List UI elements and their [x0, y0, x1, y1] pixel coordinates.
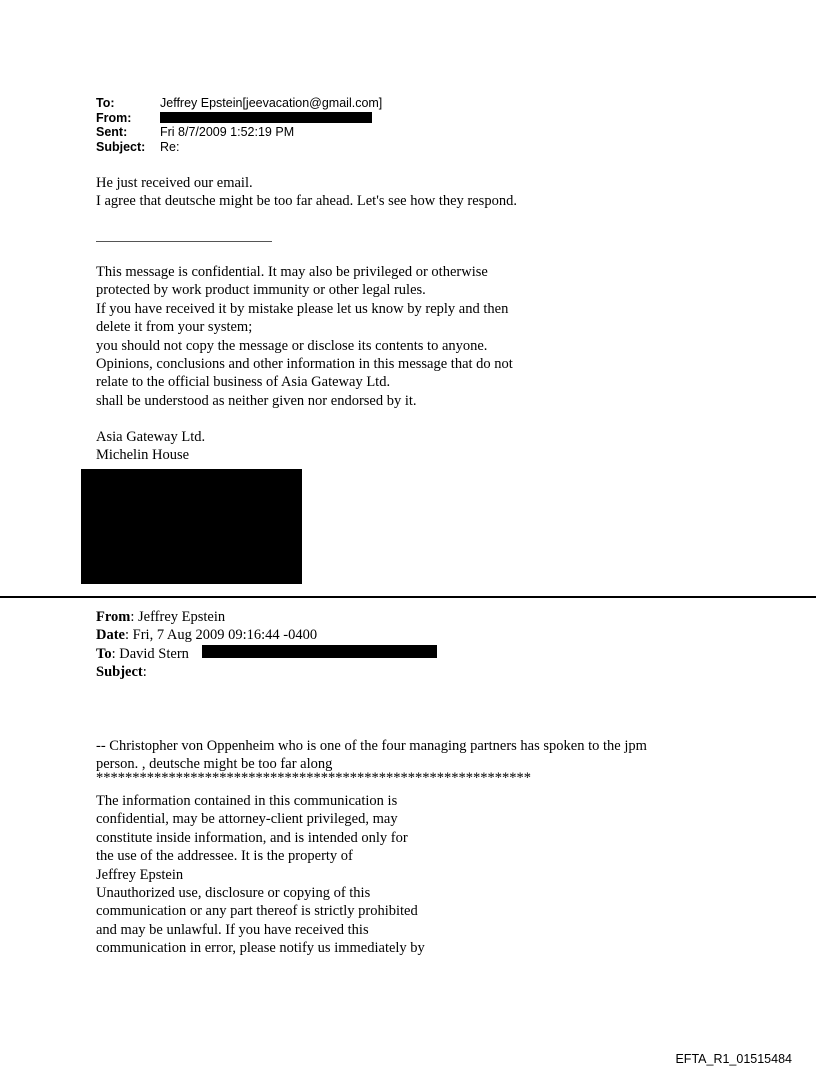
- disclaimer-line: communication in error, please notify us immediately by: [96, 940, 425, 957]
- subject-row: [96, 140, 382, 155]
- message-separator: [0, 596, 816, 598]
- signature-divider: [96, 241, 272, 242]
- disclaimer-line: communication or any part thereof is strictly prohibited: [96, 903, 418, 920]
- disclaimer-line: Unauthorized use, disclosure or copying of this: [96, 885, 371, 902]
- quoted-date-value: : Fri, 7 Aug 2009 09:16:44 -0400: [125, 627, 318, 644]
- disclaimer-line: relate to the official business of Asia Gateway Ltd.: [96, 374, 391, 391]
- email-header: [96, 96, 382, 154]
- disclaimer-line: protected by work product immunity or other legal rules.: [96, 282, 426, 299]
- disclaimer-line: Opinions, conclusions and other information in this message that do not: [96, 356, 513, 373]
- disclaimer-line: This message is confidential. It may also be privileged or otherwise: [96, 264, 488, 280]
- disclaimer-line: the use of the addressee. It is the property of: [96, 848, 353, 865]
- disclaimer-line: If you have received it by mistake please let us know by reply and then: [96, 300, 509, 317]
- quoted-disclaimer: [96, 792, 425, 958]
- body-line: He just received our email.: [96, 175, 253, 191]
- asterisk-line: ************************************************************: [96, 770, 531, 786]
- disclaimer-line: and may be unlawful. If you have received this: [96, 921, 369, 938]
- sent-value: Fri 8/7/2009 1:52:19 PM: [160, 125, 295, 139]
- quoted-subject-row: [96, 663, 317, 681]
- signature-line: Michelin House: [96, 447, 190, 464]
- redaction-bar: [202, 645, 437, 658]
- disclaimer-line: you should not copy the message or disclose its contents to anyone.: [96, 337, 488, 354]
- quoted-from-value: : Jeffrey Epstein: [130, 609, 226, 625]
- body-line: -- Christopher von Oppenheim who is one of the four managing partners has spoken to the jpm: [96, 738, 647, 754]
- body-line: I agree that deutsche might be too far ahead. Let's see how they respond.: [96, 193, 517, 210]
- redaction-block: [81, 469, 302, 584]
- subject-label: Subject:: [96, 139, 146, 154]
- email-body: [96, 174, 517, 211]
- quoted-date-label: Date: [96, 627, 125, 644]
- disclaimer-line: constitute inside information, and is intended only for: [96, 829, 408, 846]
- quoted-email-body: [96, 737, 647, 774]
- to-value: Jeffrey Epstein[jeevacation@gmail.com]: [160, 96, 383, 110]
- sent-row: [96, 125, 382, 140]
- quoted-subject-label: Subject: [96, 664, 143, 681]
- document-id: EFTA_R1_01515484: [675, 1052, 792, 1066]
- sent-label: Sent:: [96, 125, 128, 139]
- disclaimer-line: shall be understood as neither given nor endorsed by it.: [96, 392, 417, 409]
- quoted-subject-value: :: [142, 664, 147, 681]
- quoted-from-row: [96, 608, 317, 626]
- disclaimer-line: The information contained in this communication is: [96, 793, 398, 809]
- asterisk-separator: [96, 771, 531, 785]
- signature-line: Asia Gateway Ltd.: [96, 429, 206, 445]
- body-line: person. , deutsche might be too far along: [96, 756, 333, 773]
- to-label: To:: [96, 96, 115, 110]
- quoted-from-label: From: [96, 609, 131, 625]
- disclaimer-line: confidential, may be attorney-client privileged, may: [96, 811, 398, 828]
- disclaimer-line: Jeffrey Epstein: [96, 866, 184, 883]
- quoted-to-label: To: [96, 645, 112, 662]
- company-signature: [96, 428, 205, 465]
- quoted-to-value: : David Stern: [111, 645, 189, 662]
- subject-value: Re:: [160, 139, 180, 154]
- redaction-bar: [160, 112, 372, 123]
- confidentiality-disclaimer: [96, 263, 513, 410]
- disclaimer-line: delete it from your system;: [96, 319, 253, 336]
- quoted-date-row: [96, 626, 317, 644]
- from-label: From:: [96, 110, 132, 125]
- to-row: [96, 96, 382, 111]
